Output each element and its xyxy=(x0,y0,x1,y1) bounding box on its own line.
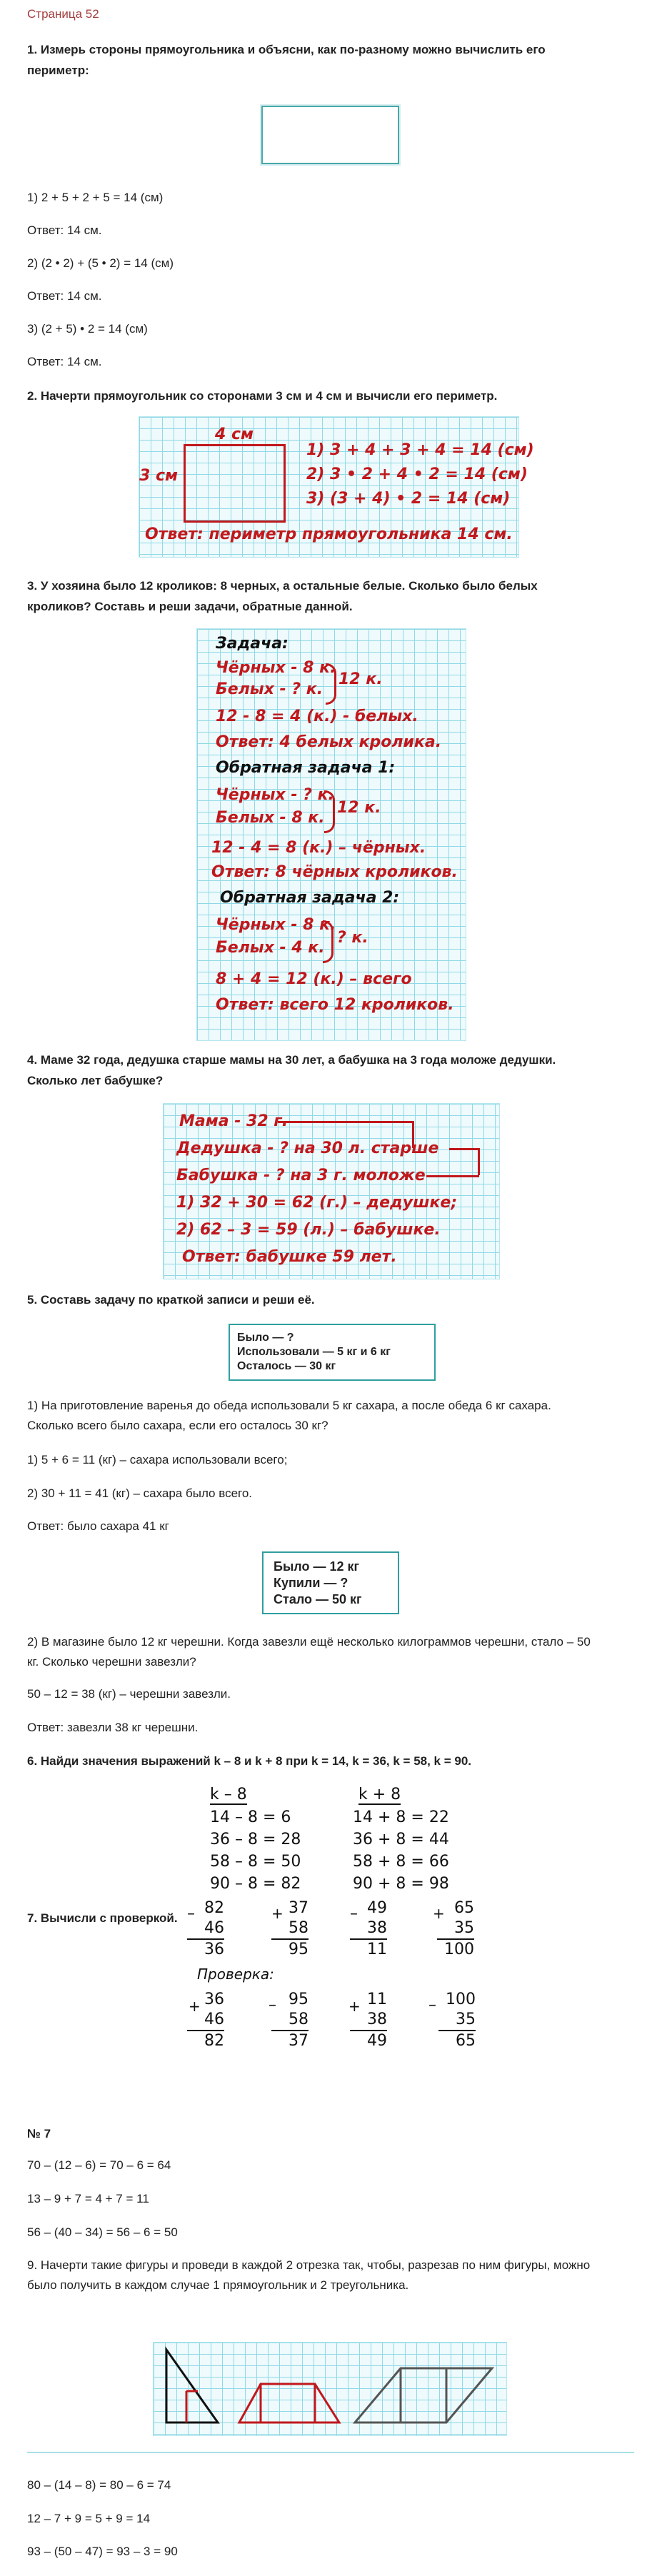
task-3-z2-title: Обратная задача 1: xyxy=(216,759,396,777)
task-3-z2-bracket xyxy=(324,790,335,833)
task-9-shapes xyxy=(154,2343,506,2435)
task-5-problem-2-line-2: кг. Сколько черешни завезли? xyxy=(27,1655,196,1669)
task-9-parallelogram xyxy=(355,2368,492,2422)
t7-check-label: Проверка: xyxy=(197,1966,274,1983)
t7-r1-c4-c: 100 xyxy=(444,1941,474,1958)
task-3-z2-calc: 12 - 4 = 8 (к.) – чёрных. xyxy=(211,839,426,857)
task-5-box-1-line-1: Было — ? xyxy=(237,1332,294,1344)
task-2-side-left: 3 см xyxy=(139,467,178,485)
t7-r2-c4-sign: – xyxy=(428,1996,436,2014)
task-3-z3-white: Белых - 4 к. xyxy=(216,939,325,957)
task-2-step-1: 1) 3 + 4 + 3 + 4 = 14 (см) xyxy=(306,441,534,459)
task-1-line-2: Ответ: 14 см. xyxy=(27,223,102,237)
task-4-heading-line-1: 4. Маме 32 года, дедушка старше мамы на 30 лет, а бабушка на 3 года моложе дедушки. xyxy=(27,1053,556,1067)
task-3-z2-black: Чёрных - ? к. xyxy=(216,786,334,804)
t7-r1-c3-b: 38 xyxy=(350,1918,387,1940)
task-6-left-head xyxy=(210,1783,247,1806)
task-5-box-1 xyxy=(229,1324,436,1381)
task-3-heading xyxy=(27,575,538,617)
task-5-solution-1: 1) 5 + 6 = 11 (кг) – сахара использовали всего; xyxy=(27,1453,288,1466)
task-5-problem-1-line-1: 1) На приготовление варенья до обеда использовали 5 кг сахара, а после обеда 6 кг сахара. xyxy=(27,1399,551,1412)
task-3-z3-answer: Ответ: всего 12 кроликов. xyxy=(216,996,454,1014)
task-4-heading-line-2: Сколько лет бабушке? xyxy=(27,1074,164,1087)
task-1-rectangle xyxy=(261,106,399,164)
task-1-line-4: Ответ: 14 см. xyxy=(27,289,102,303)
task-1-line-5: 3) (2 + 5) • 2 = 14 (см) xyxy=(27,322,148,336)
task-6-right-2: 36 + 8 = 44 xyxy=(353,1831,449,1848)
task-4-grandma: Бабушка - ? на 3 г. моложе xyxy=(176,1167,426,1184)
t7-r2-c1-c: 82 xyxy=(204,2032,224,2050)
tail-line-3: 93 – (50 – 47) = 93 – 3 = 90 xyxy=(27,2545,178,2558)
t7-r1-c2-c: 95 xyxy=(289,1941,309,1958)
t7-r1-c3-a: 49 xyxy=(367,1899,387,1917)
t7-r1-c1-sign: – xyxy=(187,1905,195,1923)
task-3-z1-calc: 12 - 8 = 4 (к.) - белых. xyxy=(216,708,418,725)
task-4-grid-image xyxy=(163,1103,500,1279)
task-3-z1-total: 12 к. xyxy=(338,670,383,688)
tail-line-1: 80 – (14 – 8) = 80 – 6 = 74 xyxy=(27,2478,171,2492)
task-5-box-2-line-1: Было — 12 кг xyxy=(274,1559,360,1574)
tail-line-2: 12 – 7 + 9 = 5 + 9 = 14 xyxy=(27,2512,151,2525)
task-2-side-top: 4 см xyxy=(215,426,254,443)
task-9-heading-line-1: 9. Начерти такие фигуры и проведи в каждой 2 отрезка так, чтобы, разрезав по ним фигуры, можно xyxy=(27,2258,591,2272)
task-2-heading: 2. Начерти прямоугольник со сторонами 3 см и 4 см и вычисли его периметр. xyxy=(27,389,498,403)
task-6-left-1: 14 – 8 = 6 xyxy=(210,1808,291,1826)
task-1-line-6: Ответ: 14 см. xyxy=(27,355,102,368)
t7-r2-c1-b: 46 xyxy=(187,2010,224,2031)
task-4-mom: Мама - 32 г. xyxy=(179,1112,289,1130)
task-2-step-3: 3) (3 + 4) • 2 = 14 (см) xyxy=(306,490,511,508)
task-7-heading: 7. Вычисли с проверкой. xyxy=(27,1911,178,1925)
t7-r2-c2-sign: – xyxy=(269,1996,276,2014)
task-4-arrow-right-top xyxy=(449,1148,479,1150)
t7-r1-c4-a: 65 xyxy=(454,1899,474,1917)
t7-r1-c1-c: 36 xyxy=(204,1941,224,1958)
t7-r1-c1-a: 82 xyxy=(204,1899,224,1917)
t7-r2-c3-a: 11 xyxy=(367,1991,387,2008)
task-5-box-2-line-2: Купили — ? xyxy=(274,1576,348,1590)
task-3-z1-title: Задача: xyxy=(216,635,289,653)
task-3-z1-white: Белых - ? к. xyxy=(216,680,324,698)
task-5-problem-2-line-1: 2) В магазине было 12 кг черешни. Когда завезли ещё несколько килограммов черешни, стало – 50 xyxy=(27,1635,591,1649)
task-3-z3-title: Обратная задача 2: xyxy=(220,889,400,907)
task-1-line-3: 2) (2 • 2) + (5 • 2) = 14 (см) xyxy=(27,256,174,270)
divider xyxy=(27,2452,634,2453)
task-5-solution-2: 2) 30 + 11 = 41 (кг) – сахара было всего. xyxy=(27,1486,253,1500)
t7-r2-c2-a: 95 xyxy=(289,1991,309,2008)
task-2-drawn-rectangle xyxy=(184,444,286,523)
task-5-box-1-line-2: Использовали — 5 кг и 6 кг xyxy=(237,1346,391,1358)
t7-r1-c3-c: 11 xyxy=(367,1941,387,1958)
task-5-solution-3: 50 – 12 = 38 (кг) – черешни завезли. xyxy=(27,1687,231,1701)
task-4-grandpa: Дедушка - ? на 30 л. старше xyxy=(176,1139,439,1157)
n7-line-2: 13 – 9 + 7 = 4 + 7 = 11 xyxy=(27,2192,149,2205)
task-6-left-head-text: k – 8 xyxy=(210,1786,247,1803)
task-2-step-2: 2) 3 • 2 + 4 • 2 = 14 (см) xyxy=(306,466,528,483)
t7-r2-c4-b: 35 xyxy=(438,2010,476,2031)
task-6-left-2: 36 – 8 = 28 xyxy=(210,1831,301,1848)
t7-r2-c1-sign: + xyxy=(189,1998,201,2015)
task-1-heading-line-2: периметр: xyxy=(27,64,89,77)
task-6-right-head xyxy=(358,1783,401,1806)
task-4-arrow-right-bottom xyxy=(426,1175,479,1177)
task-6-right-head-text: k + 8 xyxy=(358,1786,401,1803)
task-6-right-3: 58 + 8 = 66 xyxy=(353,1853,449,1871)
task-5-box-2 xyxy=(262,1551,399,1614)
task-3-z2-answer: Ответ: 8 чёрных кроликов. xyxy=(211,863,458,881)
t7-r2-c2-b: 58 xyxy=(271,2010,309,2031)
t7-r2-c4-c: 65 xyxy=(456,2032,476,2050)
task-3-z3-total: ? к. xyxy=(337,929,368,947)
t7-r2-c1-a: 36 xyxy=(204,1991,224,2008)
task-3-z3-bracket xyxy=(323,920,333,963)
task-6-right-1: 14 + 8 = 22 xyxy=(353,1808,449,1826)
task-5-problem-1-line-2: Сколько всего было сахара, если его осталось 30 кг? xyxy=(27,1419,329,1432)
task-6-right-4: 90 + 8 = 98 xyxy=(353,1875,449,1893)
task-1-heading xyxy=(27,39,546,81)
task-4-answer: Ответ: бабушке 59 лет. xyxy=(182,1248,397,1266)
task-9-triangle xyxy=(166,2350,218,2422)
task-4-arrow-top xyxy=(278,1121,413,1123)
task-5-heading: 5. Составь задачу по краткой записи и реши её. xyxy=(27,1293,315,1307)
task-3-z1-bracket xyxy=(326,663,336,705)
task-4-arrow-right-vertical xyxy=(478,1148,480,1175)
task-5-answer-2: Ответ: завезли 38 кг черешни. xyxy=(27,1721,199,1734)
t7-r1-c2-a: 37 xyxy=(289,1899,309,1917)
n7-line-1: 70 – (12 – 6) = 70 – 6 = 64 xyxy=(27,2158,171,2172)
t7-r2-c3-c: 49 xyxy=(367,2032,387,2050)
task-4-heading xyxy=(27,1050,556,1091)
task-3-heading-line-2: кроликов? Составь и реши задачи, обратные данной. xyxy=(27,600,353,613)
task-3-z2-total: 12 к. xyxy=(337,799,381,817)
t7-r1-c2-b: 58 xyxy=(271,1918,309,1940)
task-9-grid-image xyxy=(153,2342,507,2436)
task-3-z3-black: Чёрных - 8 к. xyxy=(216,916,336,934)
task-3-z1-black: Чёрных - 8 к. xyxy=(216,659,336,677)
task-3-z2-white: Белых - 8 к. xyxy=(216,809,325,827)
task-6-left-4: 90 – 8 = 82 xyxy=(210,1875,301,1893)
task-6-left-3: 58 – 8 = 50 xyxy=(210,1853,301,1871)
task-2-answer: Ответ: периметр прямоугольника 14 см. xyxy=(145,525,513,543)
task-4-arrow-vertical xyxy=(412,1121,414,1148)
task-1-line-1: 1) 2 + 5 + 2 + 5 = 14 (см) xyxy=(27,191,164,204)
n7-heading: № 7 xyxy=(27,2127,51,2140)
task-3-grid-image xyxy=(196,628,466,1041)
task-5-box-2-line-3: Стало — 50 кг xyxy=(274,1592,362,1606)
n7-line-3: 56 – (40 – 34) = 56 – 6 = 50 xyxy=(27,2225,178,2239)
page-title: Страница 52 xyxy=(27,7,99,21)
t7-r2-c2-c: 37 xyxy=(289,2032,309,2050)
t7-r2-c3-b: 38 xyxy=(350,2010,387,2031)
t7-r2-c3-sign: + xyxy=(348,1998,361,2015)
t7-r1-c4-sign: + xyxy=(433,1905,445,1922)
t7-r1-c4-b: 35 xyxy=(437,1918,474,1940)
task-3-z3-calc: 8 + 4 = 12 (к.) – всего xyxy=(216,970,412,988)
task-1-heading-line-1: 1. Измерь стороны прямоугольника и объясни, как по-разному можно вычислить его xyxy=(27,43,546,56)
t7-r1-c1-b: 46 xyxy=(187,1918,224,1940)
t7-r2-c4-a: 100 xyxy=(446,1991,476,2008)
t7-r1-c3-sign: – xyxy=(350,1905,358,1923)
task-4-step-2: 2) 62 – 3 = 59 (л.) – бабушке. xyxy=(176,1221,441,1239)
task-3-z1-answer: Ответ: 4 белых кролика. xyxy=(216,733,442,751)
task-3-heading-line-1: 3. У хозяина было 12 кроликов: 8 черных, а остальные белые. Сколько было белых xyxy=(27,579,538,593)
t7-r1-c2-sign: + xyxy=(271,1905,284,1922)
task-5-answer-1: Ответ: было сахара 41 кг xyxy=(27,1519,169,1533)
task-9-trapezoid xyxy=(239,2384,339,2422)
task-9-heading-line-2: было получить в каждом случае 1 прямоугольник и 2 треугольника. xyxy=(27,2278,409,2292)
task-4-step-1: 1) 32 + 30 = 62 (г.) – дедушке; xyxy=(176,1194,458,1212)
task-6-heading: 6. Найди значения выражений k – 8 и k + 8 при k = 14, k = 36, k = 58, k = 90. xyxy=(27,1754,472,1768)
task-2-grid-image xyxy=(139,416,534,558)
task-5-box-1-line-3: Осталось — 30 кг xyxy=(237,1360,336,1372)
